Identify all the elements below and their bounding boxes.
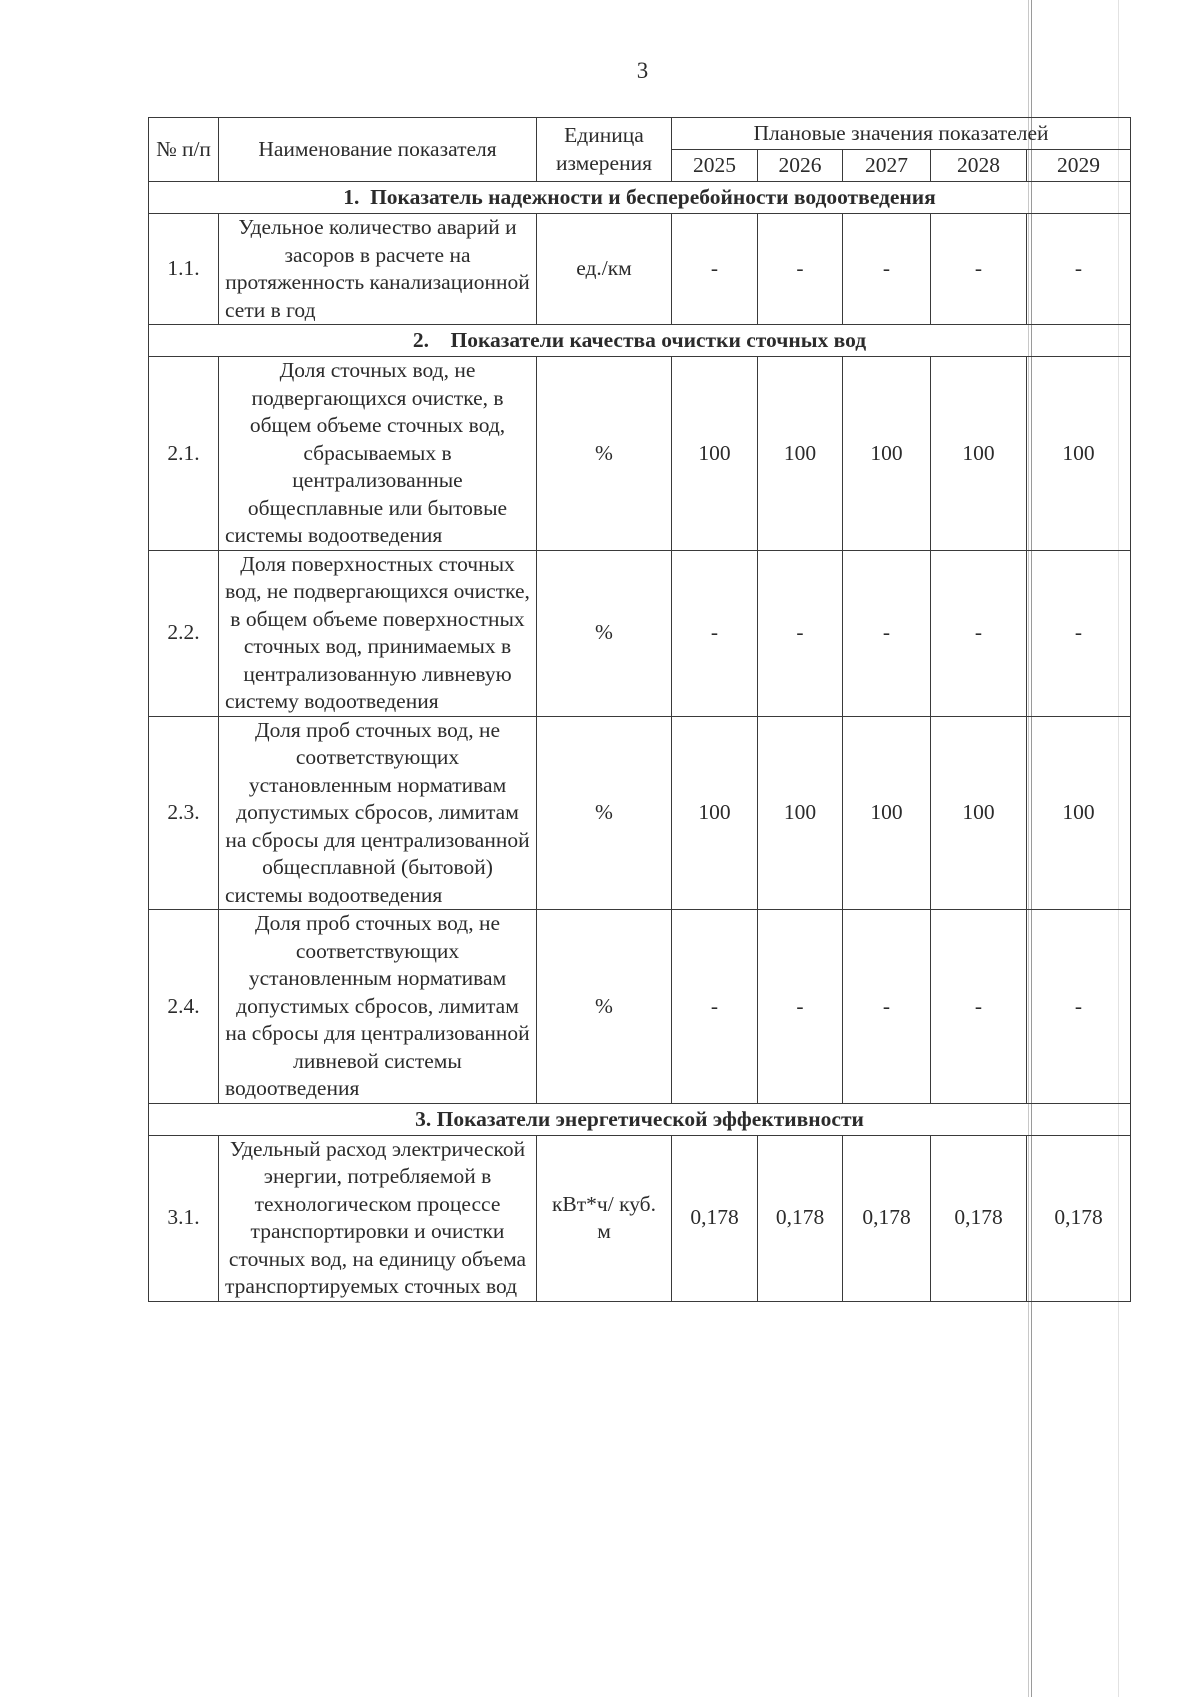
unit-cell: кВт*ч/ куб. м: [537, 1135, 672, 1301]
header-year: 2025: [672, 150, 758, 182]
indicator-name: Доля проб сточных вод, не соответствующих установленным нормативам допустимых сбросов, лимитам на сбросы для централизованной общесплавной (бытовой) системы водоотведения: [219, 716, 537, 910]
unit-cell: %: [537, 357, 672, 551]
value-cell: -: [672, 910, 758, 1104]
value-cell: 100: [672, 357, 758, 551]
value-cell: 0,178: [758, 1135, 843, 1301]
value-cell: -: [843, 910, 931, 1104]
value-cell: -: [1027, 910, 1131, 1104]
value-cell: -: [758, 214, 843, 325]
header-year: 2026: [758, 150, 843, 182]
value-cell: 100: [1027, 357, 1131, 551]
header-year: 2027: [843, 150, 931, 182]
table-header-row: [149, 118, 1131, 150]
table-row: [149, 357, 1131, 551]
table-row: [149, 1135, 1131, 1301]
value-cell: 100: [758, 716, 843, 910]
value-cell: -: [931, 910, 1027, 1104]
value-cell: -: [672, 550, 758, 716]
value-cell: 100: [843, 716, 931, 910]
section-row: [149, 1103, 1131, 1135]
value-cell: 0,178: [672, 1135, 758, 1301]
value-cell: -: [672, 214, 758, 325]
header-name: Наименование показателя: [219, 118, 537, 182]
value-cell: -: [1027, 214, 1131, 325]
unit-cell: ед./км: [537, 214, 672, 325]
value-cell: -: [931, 214, 1027, 325]
section-row: [149, 325, 1131, 357]
unit-cell: %: [537, 550, 672, 716]
table-row: [149, 550, 1131, 716]
value-cell: -: [758, 910, 843, 1104]
value-cell: 100: [931, 716, 1027, 910]
value-cell: 100: [672, 716, 758, 910]
value-cell: -: [758, 550, 843, 716]
section-title: 3. Показатели энергетической эффективности: [149, 1103, 1131, 1135]
indicator-name: Доля сточных вод, не подвергающихся очистке, в общем объеме сточных вод, сбрасываемых в централизованные общесплавные или бытовые системы водоотведения: [219, 357, 537, 551]
value-cell: 0,178: [1027, 1135, 1131, 1301]
header-year: 2028: [931, 150, 1027, 182]
value-cell: -: [843, 550, 931, 716]
unit-cell: %: [537, 716, 672, 910]
section-row: [149, 182, 1131, 214]
table-row: [149, 910, 1131, 1104]
section-title: 1. Показатель надежности и бесперебойности водоотведения: [149, 182, 1131, 214]
indicator-name: Доля проб сточных вод, не соответствующих установленным нормативам допустимых сбросов, лимитам на сбросы для централизованной ливневой системы водоотведения: [219, 910, 537, 1104]
row-number: 1.1.: [149, 214, 219, 325]
value-cell: 100: [931, 357, 1027, 551]
header-year: 2029: [1027, 150, 1131, 182]
unit-cell: %: [537, 910, 672, 1104]
indicator-name: Удельное количество аварий и засоров в расчете на протяженность канализационной сети в год: [219, 214, 537, 325]
section-title: 2. Показатели качества очистки сточных вод: [149, 325, 1131, 357]
value-cell: 100: [1027, 716, 1131, 910]
row-number: 2.1.: [149, 357, 219, 551]
value-cell: -: [843, 214, 931, 325]
row-number: 2.3.: [149, 716, 219, 910]
value-cell: 0,178: [843, 1135, 931, 1301]
row-number: 3.1.: [149, 1135, 219, 1301]
value-cell: -: [931, 550, 1027, 716]
value-cell: 0,178: [931, 1135, 1027, 1301]
header-num: № п/п: [149, 118, 219, 182]
value-cell: -: [1027, 550, 1131, 716]
indicator-name: Доля поверхностных сточных вод, не подвергающихся очистке, в общем объеме поверхностных сточных вод, принимаемых в централизованную ливневую систему водоотведения: [219, 550, 537, 716]
row-number: 2.2.: [149, 550, 219, 716]
page-number: 3: [636, 58, 649, 83]
indicator-name: Удельный расход электрической энергии, потребляемой в технологическом процессе транспортировки и очистки сточных вод, на единицу объема транспортируемых сточных вод: [219, 1135, 537, 1301]
header-unit: Единица измерения: [537, 118, 672, 182]
indicators-table: [148, 117, 1131, 1302]
value-cell: 100: [758, 357, 843, 551]
table-row: [149, 716, 1131, 910]
header-plan: Плановые значения показателей: [672, 118, 1131, 150]
value-cell: 100: [843, 357, 931, 551]
row-number: 2.4.: [149, 910, 219, 1104]
table-row: [149, 214, 1131, 325]
